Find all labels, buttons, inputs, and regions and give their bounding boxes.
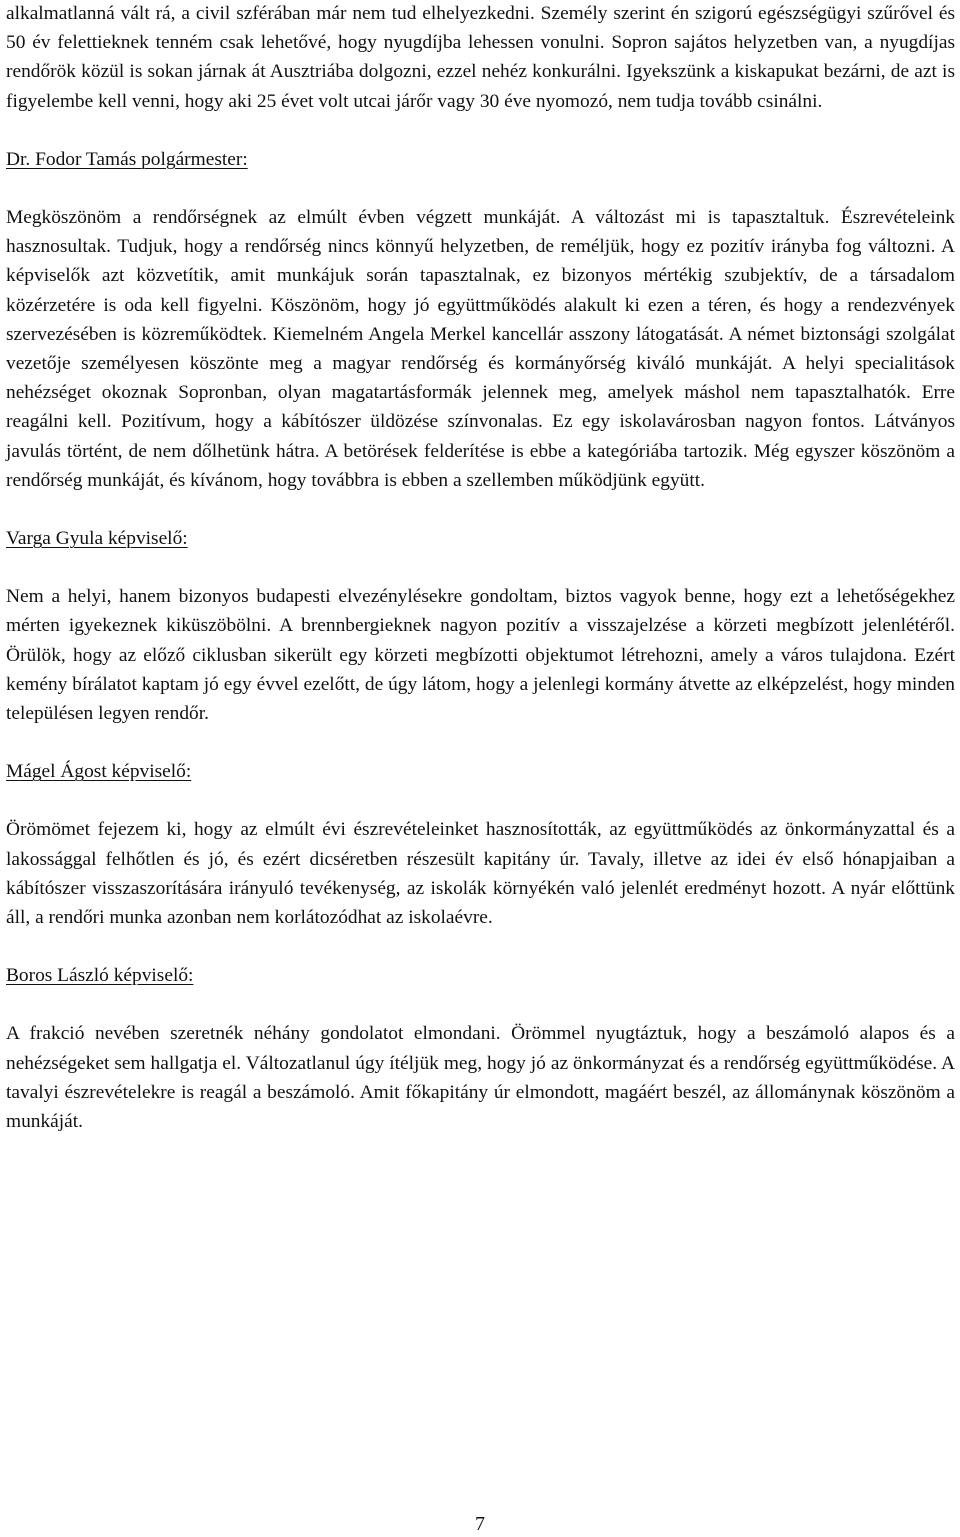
speech-paragraph: Nem a helyi, hanem bizonyos budapesti elvezénylésekre gondoltam, biztos vagyok benne, hogy ezt a lehetőségekhez mérten igyekeznek kiküszöbölni. A brennbergieknek nagyon pozitív a visszajelzése a körzeti megbízott jelenlétéről. Örülök, hogy az előző ciklusban sikerült egy körzeti megbízotti objektumot létrehozni, amely a város tulajdona. Ezért kemény bírálatot kaptam jó egy évvel ezelőtt, de úgy látom, hogy a jelenlegi kormány átvette az elképzelést, hogy minden településen legyen rendőr. [6, 586, 955, 725]
speech-paragraph: A frakció nevében szeretnék néhány gondolatot elmondani. Örömmel nyugtáztuk, hogy a beszámoló alapos és a nehézségeket sem hallgatja el. Változatlanul úgy ítéljük meg, hogy jó az önkormányzat és a rendőrség együttműködése. A tavalyi észrevételekre is reagál a beszámoló. Amit főkapitány úr elmondott, magáért beszél, az állománynak köszönöm a munkáját. [6, 1023, 955, 1133]
paragraph-spacer [6, 495, 955, 524]
paragraph-spacer [6, 553, 955, 582]
speaker-heading: Mágel Ágost képviselő: [6, 761, 192, 783]
document-page [6, 0, 955, 1136]
speaker-section-boros [6, 961, 955, 1136]
paragraph-spacer [6, 786, 955, 815]
speaker-heading: Dr. Fodor Tamás polgármester: [6, 148, 248, 170]
speaker-heading: Varga Gyula képviselő: [6, 528, 188, 550]
speaker-section-magel [6, 757, 955, 932]
paragraph-spacer [6, 990, 955, 1019]
speech-paragraph: Örömömet fejezem ki, hogy az elmúlt évi észrevételeinket hasznosították, az együttműködés az önkormányzattal és a lakossággal felhőtlen és jó, és ezért dicséretben részesült kapitány úr. Tavaly, illetve az idei év első hónapjaiban a kábítószer visszaszorítására irányuló tevékenység, az iskolák környékén való jelenlét eredményt hozott. A nyár előttünk áll, a rendőri munka azonban nem korlátozódhat az iskolaévre. [6, 819, 955, 929]
paragraph-spacer [6, 174, 955, 203]
paragraph-spacer [6, 728, 955, 757]
opening-paragraph: alkalmatlanná vált rá, a civil szférában már nem tud elhelyezkedni. Személy szerint én szigorú egészségügyi szűrővel és 50 év felettieknek tenném csak lehetővé, hogy nyugdíjba lehessen vonulni. Sopron sajátos helyzetben van, a nyugdíjas rendőrök közül is sokan járnak át Ausztriába dolgozni, ezzel nehéz konkurálni. Igyekszünk a kiskapukat bezárni, de azt is figyelembe kell venni, hogy aki 25 évet volt utcai járőr vagy 30 éve nyomozó, nem tudja tovább csinálni. [6, 3, 955, 112]
speaker-heading: Boros László képviselő: [6, 965, 194, 987]
speaker-section-varga [6, 524, 955, 728]
paragraph-spacer [6, 116, 955, 145]
paragraph-spacer [6, 932, 955, 961]
page-number: 7 [475, 1513, 485, 1535]
speech-paragraph: Megköszönöm a rendőrségnek az elmúlt évben végzett munkáját. A változást mi is tapasztaltuk. Észrevételeink hasznosultak. Tudjuk, hogy a rendőrség nincs könnyű helyzetben, de reméljük, hogy ez pozitív irányba fog változni. A képviselők azt közvetítik, amit munkájuk során tapasztalnak, ez bizonyos mértékig szubjektív, de a társadalom közérzetére is oda kell figyelni. Köszönöm, hogy jó együttműködés alakult ki ezen a téren, és hogy a rendezvények szervezésében is közreműködtek. Kiemelném Angela Merkel kancellár asszony látogatását. A német biztonsági szolgálat vezetője személyesen köszönte meg a magyar rendőrség és kormányőrség kiváló munkáját. A helyi specialitások nehézséget okoznak Sopronban, olyan magatartásformák jelennek meg, amelyek máshol nem tapasztalhatók. Erre reagálni kell. Pozitívum, hogy a kábítószer üldözése színvonalas. Ez egy iskolavárosban nagyon fontos. Látványos javulás történt, de nem dőlhetünk hátra. A betörések felderítése is ebbe a kategóriába tartozik. Még egyszer köszönöm a rendőrség munkáját, és kívánom, hogy továbbra is ebben a szellemben működjünk együtt. [6, 207, 955, 491]
speaker-section-fodor [6, 145, 955, 495]
